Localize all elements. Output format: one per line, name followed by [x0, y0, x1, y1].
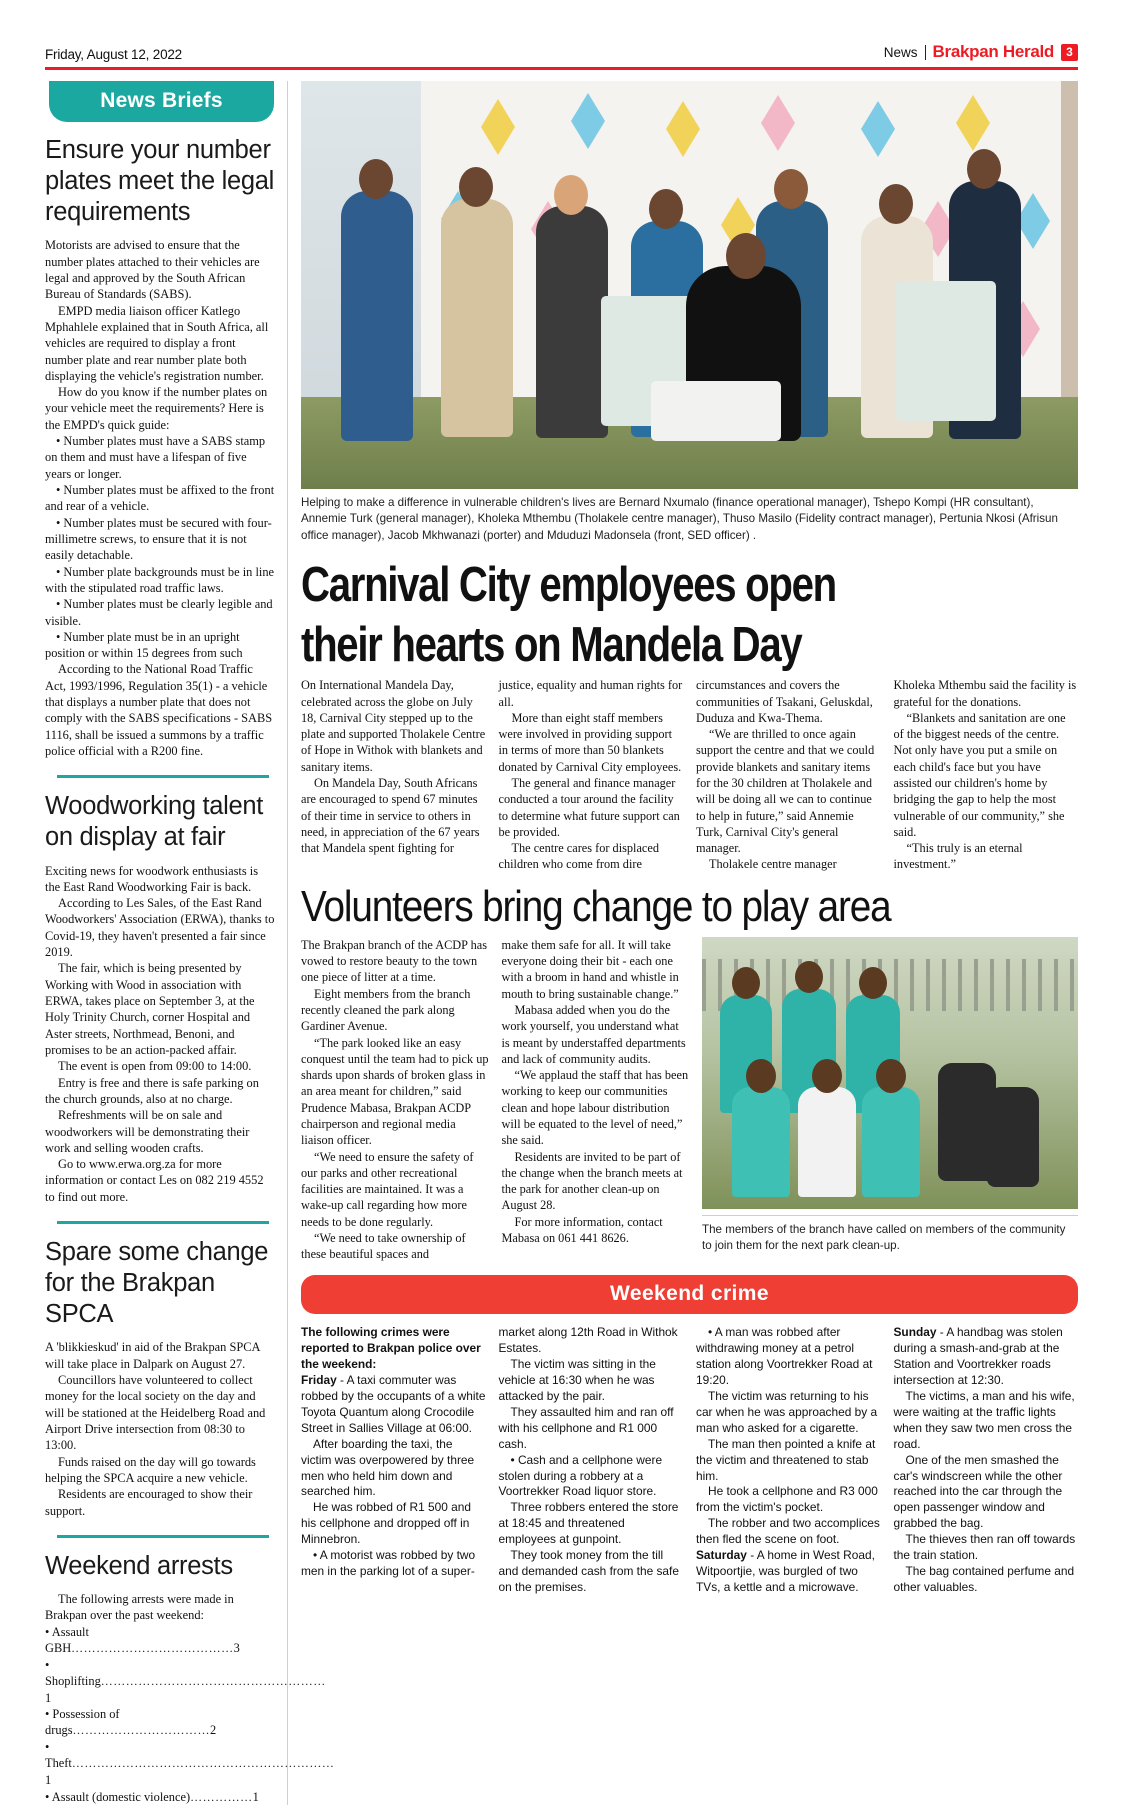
crime-paragraph: The bag contained perfume and other valuables. — [893, 1563, 1075, 1594]
arrest-row — [45, 1624, 275, 1657]
crime-paragraph: The robber and two accomplices then fled the scene on foot. — [696, 1516, 880, 1547]
brief-paragraph: The fair, which is being presented by Working with Wood in association with ERWA, takes place on September 3, at the Holy Trinity Church, corner Hospital and Aster streets, Northmead, Benoni, and promises to be an action-packed affair. — [45, 961, 255, 1057]
crime-day-entry — [894, 1325, 1079, 1389]
main-content-column — [288, 81, 1078, 1805]
brief-divider — [57, 775, 269, 778]
story-paragraph: “We need to ensure the safety of our parks and other recreational facilities are maintained. It was a wake-up call regarding how more needs to be done regularly. — [301, 1149, 474, 1229]
crime-paragraph: After boarding the taxi, the victim was overpowered by three men who held him down and searched him. — [301, 1436, 475, 1499]
story-paragraph: The general and finance manager conducted a tour around the facility to determine what future support can be provided. — [498, 775, 680, 839]
leader-dots: …………… — [190, 1789, 253, 1804]
arrest-label: • Possession of drugs — [45, 1707, 120, 1738]
story-column — [499, 677, 684, 872]
crime-paragraph: One of the men smashed the car's windscreen while the other reached into the car through the open passenger window and grabbed the bag. — [893, 1452, 1063, 1531]
brief-divider — [57, 1221, 269, 1224]
main-headline-line1: Carnival City employees open — [301, 558, 836, 613]
crime-paragraph: The victims, a man and his wife, were waiting at the traffic lights when they saw two men cross the road. — [893, 1389, 1075, 1451]
arrest-row — [45, 1657, 326, 1706]
story-paragraph: “We are thrilled to once again support the centre and that we could provide blankets and sanitary items for the 30 children at Tholakele and will be doing all we can to continue to help in future,” said Annemie Turk, Carnival City's general manager. — [696, 727, 875, 856]
crime-day-entry — [696, 1548, 881, 1596]
masthead-rule — [45, 67, 1078, 70]
brief-bullet: • Number plates must be clearly legible and visible. — [45, 597, 273, 628]
story-paragraph: Mabasa added when you do the work yourself, you understand what is meant by understaffed departments and lack of community audits. — [501, 1002, 686, 1066]
arrest-label: • Theft — [45, 1740, 72, 1771]
main-headline-line2: their hearts on Mandela Day — [301, 617, 802, 672]
story-paragraph: make them safe for all. It will take everyone doing their bit - each one with a broom in hand and whistle in mouth to bring sustainable change.” — [501, 937, 679, 1001]
arrest-count: 1 — [45, 1690, 52, 1705]
brief-bullet: • Number plates must have a SABS stamp on them and must have a lifespan of five years or longer. — [45, 434, 266, 481]
crime-lead: The following crimes were reported to Brakpan police over the weekend: — [301, 1325, 481, 1372]
leader-dots: ……………………………………………… — [100, 1674, 326, 1688]
brief-paragraph: Refreshments will be on sale and woodworkers will be demonstrating their work and selling wooden crafts. — [45, 1108, 250, 1155]
story-paragraph: On International Mandela Day, celebrated across the globe on July 18, Carnival City stepped up to the plate and supported Tholakele Centre of Hope in Withok with blankets and sanitary items. — [301, 678, 486, 774]
story-paragraph: “This truly is an eternal investment.” — [893, 841, 1023, 872]
crime-day-text: - A taxi commuter was robbed by the occupants of a white Toyota Quantum along Crocodile Street in Sallies Village at 06:00. — [301, 1373, 486, 1435]
crime-day-label: Sunday — [893, 1325, 937, 1340]
story-column — [696, 677, 881, 872]
brief-divider — [57, 1535, 269, 1538]
crime-paragraph: market along 12th Road in Withok Estates. — [498, 1325, 678, 1356]
crime-column — [894, 1325, 1079, 1595]
arrest-count: 1 — [252, 1789, 259, 1804]
brief-heading: Spare some change for the Brakpan SPCA — [45, 1238, 269, 1329]
brief-paragraph: According to Les Sales, of the East Rand Woodworkers' Association (ERWA), thanks to Covid-19, they haven't presented a fair since 2019. — [45, 896, 275, 960]
story-paragraph: For more information, contact Mabasa on 061 441 8626. — [501, 1214, 663, 1245]
crime-paragraph: The victim was sitting in the vehicle at 16:30 when he was attacked by the pair. — [498, 1357, 656, 1404]
brief-paragraph: EMPD media liaison officer Katlego Mphahlele explained that in South Africa, all vehicles are required to display a front number plate and rear number plate both displaying the vehicle's registration number. — [45, 303, 269, 383]
story-paragraph: More than eight staff members were involved in providing support in terms of more than 50 blankets donated by Carnival City employees. — [498, 710, 682, 774]
arrest-count: 1 — [45, 1773, 52, 1788]
crime-paragraph: Three robbers entered the store at 18:45 and threatened employees at gunpoint. — [498, 1500, 679, 1547]
second-photo-caption: The members of the branch have called on members of the community to join them for the next park clean-up. — [702, 1215, 1078, 1255]
story-paragraph: “Blankets and sanitation are one of the biggest needs of the centre. Not only have you put a smile on each child's face but you have assisted our children's home by bridging the gap to help the most vulnerable of our community,” she said. — [893, 710, 1066, 839]
publication-title: Brakpan Herald — [932, 42, 1054, 61]
crime-paragraph: • Cash and a cellphone were stolen during a robbery at a Voortrekker Road liquor store. — [498, 1452, 663, 1499]
crime-column — [696, 1325, 881, 1595]
brief-heading: Woodworking talent on display at fair — [45, 792, 264, 852]
story-column — [301, 677, 486, 872]
section-label: News — [883, 44, 918, 60]
story-paragraph: The Brakpan branch of the ACDP has vowed to restore beauty to the town one piece of litter at a time. — [301, 937, 488, 985]
crime-paragraph: They assaulted him and ran off with his cellphone and R1 000 cash. — [498, 1404, 674, 1451]
story-paragraph: “We need to take ownership of these beautiful spaces and — [301, 1230, 466, 1262]
brief-spca — [45, 1237, 275, 1519]
crime-paragraph: The victim was returning to his car when he was approached by a man who asked for a cigarette. — [696, 1389, 878, 1435]
arrest-row — [45, 1706, 275, 1739]
story-paragraph: Tholakele centre manager — [709, 857, 837, 872]
crime-paragraph: • A motorist was robbed by two men in the parking lot of a super- — [301, 1547, 476, 1578]
masthead — [45, 0, 1078, 62]
news-briefs-tab: News Briefs — [49, 81, 274, 122]
masthead-right — [884, 42, 1078, 62]
brief-number-plates — [45, 135, 275, 759]
brief-paragraph: Councillors have volunteered to collect money for the local society on the day and will be stationed at the Heidelberg Road and Airport Drive intersection from 08:30 to 13:00. — [45, 1373, 266, 1453]
crime-day-label: Saturday — [696, 1547, 747, 1562]
story-paragraph: justice, equality and human rights for all. — [498, 678, 683, 709]
brief-paragraph: How do you know if the number plates on your vehicle meet the requirements? Here is the EMPD's quick guide: — [45, 385, 268, 432]
crime-day-entry — [301, 1373, 486, 1437]
leader-dots: ………………………………… — [71, 1640, 234, 1655]
main-story-photo — [301, 81, 1078, 489]
brief-heading: Weekend arrests — [45, 1551, 233, 1580]
crime-paragraph: He took a cellphone and R3 000 from the victim's pocket. — [696, 1484, 878, 1515]
brief-paragraph: The event is open from 09:00 to 14:00. — [58, 1059, 252, 1074]
weekend-crime-banner: Weekend crime — [301, 1275, 1078, 1314]
brief-paragraph: Go to www.erwa.org.za for more information or contact Les on 082 219 4552 to find out more. — [45, 1157, 264, 1204]
crime-column — [499, 1325, 684, 1595]
photo-artwork — [301, 81, 1078, 489]
page-body — [45, 81, 1078, 1805]
arrest-count: 2 — [210, 1723, 217, 1738]
arrest-count: 3 — [233, 1640, 240, 1655]
publication-date: Friday, August 12, 2022 — [45, 47, 182, 62]
crime-paragraph: The thieves then ran off towards the train station. — [893, 1532, 1076, 1562]
arrest-label: • Assault GBH — [45, 1624, 89, 1655]
brief-paragraph: A 'blikkieskud' in aid of the Brakpan SPCA will take place in Dalpark on August 27. — [45, 1340, 260, 1371]
crime-day-label: Friday — [301, 1373, 337, 1388]
brief-woodworking — [45, 791, 275, 1205]
masthead-divider — [925, 45, 926, 60]
brief-bullet: • Number plate must be in an upright position or within 15 degrees from such — [45, 629, 243, 661]
story-column — [502, 937, 690, 1263]
brief-bullet: • Number plates must be secured with four-millimetre screws, to ensure that it is not easily detachable. — [45, 515, 272, 563]
crime-paragraph: The man then pointed a knife at the victim and threatened to stab him. — [696, 1436, 876, 1483]
crime-day-text: - A home in West Road, Witpoortjie, was burgled of two TVs, a kettle and a microwave. — [696, 1547, 875, 1594]
brief-paragraph: Funds raised on the day will go towards helping the SPCA acquire a new vehicle. — [45, 1454, 256, 1485]
story-paragraph: “We applaud the staff that has been working to keep our communities clean and hope labour distribution will be equated to the level of need,” she said. — [501, 1068, 689, 1148]
crime-paragraph: They took money from the till and demanded cash from the safe on the premises. — [498, 1547, 679, 1594]
arrest-row — [45, 1789, 275, 1805]
brief-paragraph: Motorists are advised to ensure that the number plates attached to their vehicles are legal and approved by the South African Bureau of Standards (SABS). — [45, 238, 260, 302]
brief-bullet: • Number plate backgrounds must be in line with the stipulated road traffic laws. — [45, 564, 275, 595]
story-paragraph: The centre cares for displaced children who come from dire — [498, 841, 659, 872]
arrest-label: • Shoplifting — [45, 1657, 101, 1688]
second-story-photo-wrap — [702, 937, 1078, 1263]
brief-paragraph: According to the National Road Traffic Act, 1993/1996, Regulation 35(1) - a vehicle that displays a number plate that does not comply with the SABS specifications - SABS 1116, shall be issued a summons by a traffic police official with a R200 fine. — [45, 662, 273, 759]
main-story-columns — [301, 677, 1078, 872]
second-story-wrap — [301, 937, 1078, 1263]
crime-day-text: - A handbag was stolen during a smash-and-grab at the Station and Voortrekker roads intersection at 12:30. — [893, 1325, 1063, 1388]
story-paragraph: Residents are invited to be part of the change when the branch meets at the park for another clean-up on August 28. — [501, 1149, 683, 1213]
brief-heading: Ensure your number plates meet the legal requirements — [45, 136, 275, 227]
story-paragraph: “The park looked like an easy conquest until the team had to pick up shards upon shards of broken glass in an area meant for children,” said Prudence Mabasa, Brakpan ACDP chairperson and regional media liaison officer. — [301, 1035, 489, 1148]
crime-column — [301, 1325, 486, 1595]
crime-paragraph: • A man was robbed after withdrawing money at a petrol station along Voortrekker Road at 19:20. — [696, 1325, 873, 1388]
story-column — [301, 937, 489, 1263]
arrest-label: • Assault (domestic violence) — [45, 1789, 191, 1804]
brief-weekend-arrests — [45, 1551, 335, 1805]
story-paragraph: circumstances and covers the communities of Tsakani, Geluskdal, Duduza and Kwa-Thema. — [696, 678, 873, 725]
leader-dots: …………………………… — [72, 1723, 211, 1738]
weekend-crime-columns — [301, 1325, 1078, 1595]
leader-dots: ……………………………………………………… — [71, 1756, 335, 1771]
second-headline: Volunteers bring change to play area — [301, 881, 891, 931]
story-paragraph: On Mandela Day, South Africans are encouraged to spend 67 minutes of their time in service to others in need, in appreciation of the 67 years that Mandela spent fighting for — [301, 775, 480, 856]
crime-paragraph: He was robbed of R1 500 and his cellphone and dropped off in Minnebron. — [301, 1500, 471, 1547]
brief-paragraph: The following arrests were made in Brakpan over the past weekend: — [45, 1591, 234, 1623]
brief-paragraph: Exciting news for woodwork enthusiasts is the East Rand Woodworking Fair is back. — [45, 863, 259, 894]
arrest-list — [45, 1624, 335, 1805]
story-paragraph: Eight members from the branch recently cleaned the park along Gardiner Avenue. — [301, 986, 471, 1034]
page-number-badge: 3 — [1061, 44, 1078, 61]
story-column — [894, 677, 1079, 872]
arrest-row — [45, 1739, 335, 1788]
second-story-columns — [301, 937, 689, 1263]
second-story-photo — [702, 937, 1078, 1209]
story-paragraph: Kholeka Mthembu said the facility is grateful for the donations. — [893, 678, 1077, 709]
brief-paragraph: Residents are encouraged to show their support. — [45, 1487, 253, 1518]
brief-bullet: • Number plates must be affixed to the front and rear of a vehicle. — [45, 483, 275, 514]
main-photo-caption: Helping to make a difference in vulnerable children's lives are Bernard Nxumalo (finance operational manager), Tshepo Kompi (HR consultant), Annemie Turk (general manager), Kholeka Mthembu (Tholakele centre manager), Thuso Masilo (Fidelity contract manager), Pertunia Nkosi (Afrisun office manager), Jacob Mkhwanazi (porter) and Mduduzi Madonsela (front, SED officer) . — [301, 496, 1058, 542]
brief-paragraph: Entry is free and there is safe parking on the church grounds, also at no charge. — [45, 1075, 259, 1106]
